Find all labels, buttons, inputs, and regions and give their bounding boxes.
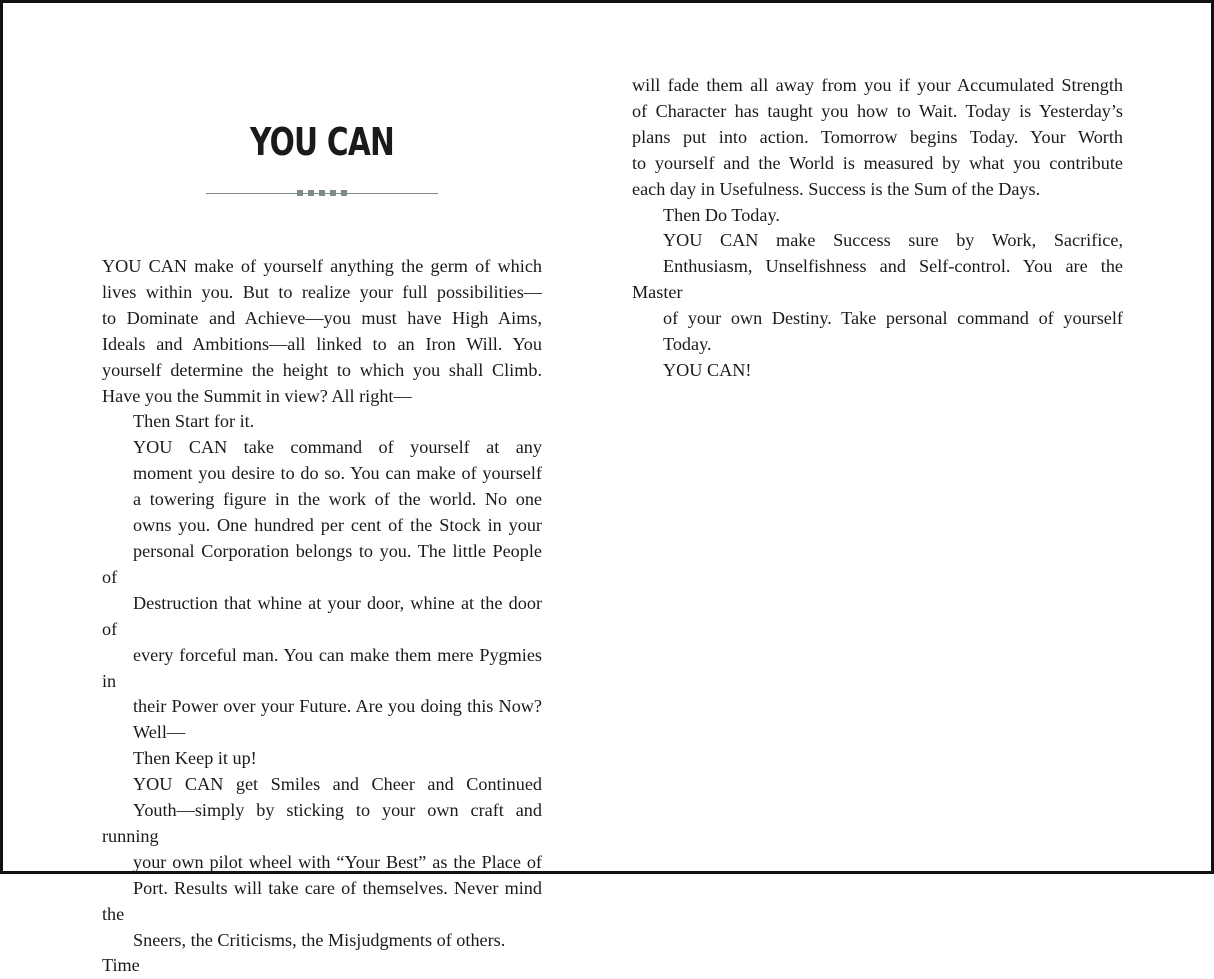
paragraph xyxy=(102,746,542,772)
paragraph xyxy=(632,228,1123,358)
ornament-dot xyxy=(308,190,314,196)
text-line: Then Keep it up! xyxy=(133,748,257,769)
text-line: to Dominate and Achieve—you must have High Aims, xyxy=(102,307,542,328)
text-line: each day in Usefulness. Success is the Sum of the Days. xyxy=(632,178,1041,199)
text-line: YOU CAN make Success sure by Work, Sacrifice, xyxy=(663,230,1123,251)
text-line: Destruction that whine at your door, whine at the door of xyxy=(102,592,542,639)
text-line: YOU CAN take command of yourself at any xyxy=(133,437,542,458)
text-line: of your own Destiny. Take personal command of yourself xyxy=(663,308,1123,329)
paragraph xyxy=(102,409,542,435)
ornament-dot xyxy=(319,190,325,196)
text-line: Enthusiasm, Unselfishness and Self-control. You are the Master xyxy=(632,256,1123,303)
paragraph xyxy=(632,73,1123,203)
text-line: Have you the Summit in view? All right— xyxy=(102,385,412,406)
text-line: lives within you. But to realize your full possibilities— xyxy=(102,281,542,302)
text-line: personal Corporation belongs to you. The little People of xyxy=(102,540,542,587)
text-line: Then Start for it. xyxy=(133,411,255,432)
text-line: YOU CAN make of yourself anything the germ of which xyxy=(102,256,542,276)
right-page xyxy=(632,73,1123,384)
paragraph xyxy=(632,358,1123,384)
ornament-dots xyxy=(297,190,347,197)
text-line: their Power over your Future. Are you doing this Now? xyxy=(133,696,542,717)
text-line: owns you. One hundred per cent of the Stock in your xyxy=(133,515,542,536)
text-line: of Character has taught you how to Wait. Today is Yesterday’s xyxy=(632,100,1123,121)
text-line: YOU CAN get Smiles and Cheer and Continued xyxy=(133,774,542,795)
ornament-dot xyxy=(341,190,347,196)
text-line: moment you desire to do so. You can make of yourself xyxy=(133,463,542,484)
text-line: plans put into action. Tomorrow begins Today. Your Worth xyxy=(632,126,1123,147)
text-line: yourself determine the height to which you shall Climb. xyxy=(102,359,542,380)
text-line: your own pilot wheel with “Your Best” as the Place of xyxy=(133,851,542,872)
title-ornament xyxy=(206,188,438,198)
text-line: YOU CAN! xyxy=(663,359,752,380)
text-line: Port. Results will take care of themselves. Never mind the xyxy=(102,877,542,924)
text-line: every forceful man. You can make them mere Pygmies in xyxy=(102,644,542,691)
text-line: a towering figure in the work of the world. No one xyxy=(133,489,542,510)
text-line: Youth—simply by sticking to your own craft and running xyxy=(102,800,542,846)
chapter-title: YOU CAN xyxy=(249,120,395,164)
ornament-dot xyxy=(330,190,336,196)
text-line: Sneers, the Criticisms, the Misjudgments of others. Time xyxy=(102,929,506,976)
text-line: Then Do Today. xyxy=(663,204,780,225)
right-body-text xyxy=(632,73,1123,384)
paragraph xyxy=(102,772,542,979)
paragraph xyxy=(102,254,542,409)
text-line: will fade them all away from you if your Accumulated Strength xyxy=(632,75,1123,95)
ornament-dot xyxy=(297,190,303,196)
left-page xyxy=(102,118,542,979)
left-body-text xyxy=(102,254,542,979)
text-line: to yourself and the World is measured by what you contribute xyxy=(632,152,1123,173)
paragraph xyxy=(102,435,542,746)
text-line: Well— xyxy=(133,722,186,743)
text-line: Ideals and Ambitions—all linked to an Iron Will. You xyxy=(102,333,542,354)
paragraph xyxy=(632,203,1123,229)
text-line: Today. xyxy=(663,334,712,355)
